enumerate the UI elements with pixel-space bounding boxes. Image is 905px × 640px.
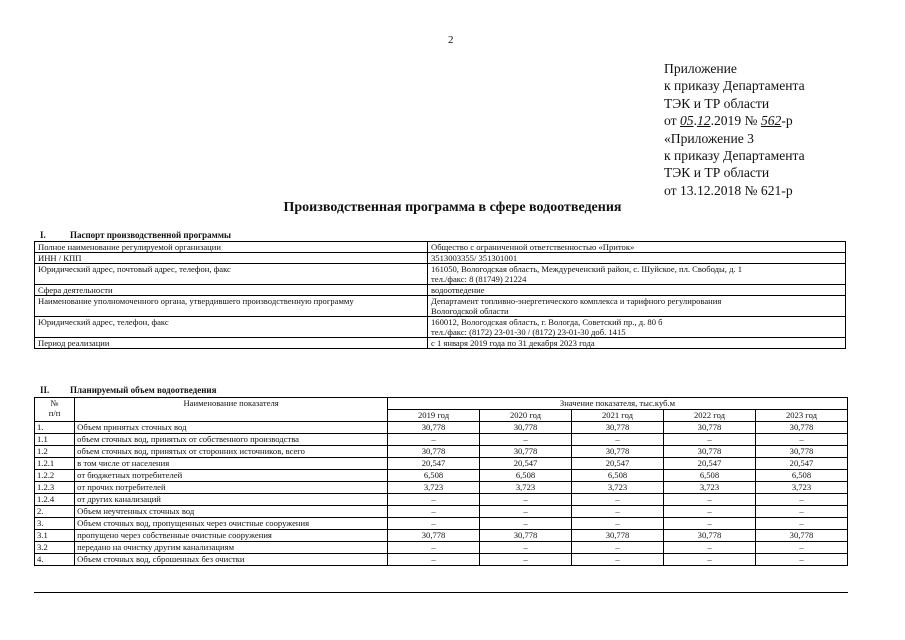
row-value: 30,778 xyxy=(755,446,847,458)
row-value: 20,547 xyxy=(755,458,847,470)
passport-value: 3513003355/ 351301001 xyxy=(428,253,846,264)
volume-row xyxy=(35,446,848,458)
row-name: объем сточных вод, принятых от собственного производства xyxy=(75,434,388,446)
passport-row xyxy=(35,253,846,264)
row-value: – xyxy=(664,494,756,506)
row-name: Объем сточных вод, пропущенных через очистные сооружения xyxy=(75,518,388,530)
row-value: – xyxy=(572,506,664,518)
row-name: от бюджетных потребителей xyxy=(75,470,388,482)
row-value: 30,778 xyxy=(664,446,756,458)
volume-row xyxy=(35,542,848,554)
row-value: 20,547 xyxy=(572,458,664,470)
row-value: – xyxy=(480,434,572,446)
row-value: – xyxy=(388,518,480,530)
appendix-line: к приказу Департамента xyxy=(664,78,805,94)
row-value: 30,778 xyxy=(480,530,572,542)
row-value: – xyxy=(755,554,847,566)
row-value: – xyxy=(388,542,480,554)
row-value: – xyxy=(572,554,664,566)
row-name: от других канализаций xyxy=(75,494,388,506)
row-value: – xyxy=(388,494,480,506)
header-year: 2020 год xyxy=(480,410,572,422)
section-heading xyxy=(40,230,231,240)
row-value: – xyxy=(480,518,572,530)
passport-row xyxy=(35,242,846,253)
row-value: 6,508 xyxy=(388,470,480,482)
row-value: – xyxy=(755,542,847,554)
row-value: 30,778 xyxy=(480,422,572,434)
appendix-line: ТЭК и ТР области xyxy=(664,165,770,181)
row-value: 20,547 xyxy=(480,458,572,470)
row-value: – xyxy=(572,494,664,506)
row-value: – xyxy=(480,542,572,554)
document-title: Производственная программа в сфере водоотведения xyxy=(283,200,622,215)
row-name: от прочих потребителей xyxy=(75,482,388,494)
passport-row xyxy=(35,285,846,296)
row-value: 30,778 xyxy=(755,422,847,434)
row-value: 3,723 xyxy=(388,482,480,494)
row-value: – xyxy=(480,494,572,506)
section-title: Планируемый объем водоотведения xyxy=(70,385,217,395)
passport-row xyxy=(35,264,846,285)
passport-label: Период реализации xyxy=(35,338,428,349)
row-value: 3,723 xyxy=(755,482,847,494)
header-name: Наименование показателя xyxy=(75,398,388,422)
volume-row xyxy=(35,482,848,494)
row-value: – xyxy=(388,506,480,518)
bottom-divider xyxy=(34,592,848,593)
row-number: 4. xyxy=(35,554,75,566)
row-value: 30,778 xyxy=(388,446,480,458)
header-values: Значение показателя, тыс.куб.м xyxy=(388,398,848,410)
row-value: – xyxy=(755,494,847,506)
appendix-line: от 13.12.2018 № 621-р xyxy=(664,182,793,198)
order-suffix: -р xyxy=(781,113,793,129)
passport-row xyxy=(35,338,846,349)
volume-row xyxy=(35,434,848,446)
passport-row xyxy=(35,317,846,338)
row-value: 30,778 xyxy=(388,422,480,434)
row-value: – xyxy=(755,506,847,518)
row-value: 3,723 xyxy=(572,482,664,494)
appendix-order-line: от 05.12.2019 № 562-р xyxy=(664,113,793,129)
row-name: Объем сточных вод, сброшенных без очистки xyxy=(75,554,388,566)
volume-row xyxy=(35,422,848,434)
passport-row xyxy=(35,296,846,317)
row-number: 1.2.3 xyxy=(35,482,75,494)
header-year: 2019 год xyxy=(388,410,480,422)
appendix-line: Приложение xyxy=(664,61,737,76)
passport-label: Юридический адрес, телефон, факс xyxy=(35,317,428,338)
row-number: 3.2 xyxy=(35,542,75,554)
row-number: 1.2.1 xyxy=(35,458,75,470)
volume-row xyxy=(35,494,848,506)
order-month: 12 xyxy=(696,113,711,129)
row-value: 3,723 xyxy=(480,482,572,494)
section-number: I. xyxy=(40,230,46,240)
header-number: № п/п xyxy=(35,398,75,422)
row-name: в том числе от населения xyxy=(75,458,388,470)
order-day: 05 xyxy=(679,113,694,129)
row-name: Объем принятых сточных вод xyxy=(75,422,388,434)
row-value: 20,547 xyxy=(664,458,756,470)
section-number: II. xyxy=(40,385,50,395)
row-value: 6,508 xyxy=(664,470,756,482)
passport-value: 160012, Вологодская область, г. Вологда, Советский пр., д. 80 б тел./факс: (8172) 23-01-30 / (8172) 23-01-30 доб. 1415 xyxy=(428,317,846,338)
row-number: 3. xyxy=(35,518,75,530)
row-name: Объем неучтенных сточных вод xyxy=(75,506,388,518)
row-value: – xyxy=(755,434,847,446)
row-value: 30,778 xyxy=(572,422,664,434)
row-value: 6,508 xyxy=(755,470,847,482)
row-value: – xyxy=(664,542,756,554)
row-number: 1. xyxy=(35,422,75,434)
passport-label: Полное наименование регулируемой организации xyxy=(35,242,428,253)
row-value: – xyxy=(572,434,664,446)
row-value: 30,778 xyxy=(664,530,756,542)
row-value: – xyxy=(664,554,756,566)
section-title: Паспорт производственной программы xyxy=(70,230,231,240)
row-number: 1.2.2 xyxy=(35,470,75,482)
row-value: – xyxy=(755,518,847,530)
volume-row xyxy=(35,506,848,518)
passport-value: Департамент топливно-энергетического комплекса и тарифного регулирования Вологодской области xyxy=(428,296,846,317)
section-heading xyxy=(40,385,216,395)
row-value: 3,723 xyxy=(664,482,756,494)
row-value: – xyxy=(572,542,664,554)
row-value: 30,778 xyxy=(572,530,664,542)
order-from: от xyxy=(664,113,677,129)
row-value: – xyxy=(664,518,756,530)
volume-row xyxy=(35,554,848,566)
page-number: 2 xyxy=(448,34,454,46)
passport-value: Общество с ограниченной ответственностью «Приток» xyxy=(428,242,846,253)
row-number: 2. xyxy=(35,506,75,518)
order-year: .2019 № xyxy=(710,113,758,129)
row-value: 30,778 xyxy=(572,446,664,458)
volume-row xyxy=(35,518,848,530)
row-name: передано на очистку другим канализациям xyxy=(75,542,388,554)
header-year: 2022 год xyxy=(664,410,756,422)
row-value: 6,508 xyxy=(572,470,664,482)
row-name: объем сточных вод, принятых от сторонних источников, всего xyxy=(75,446,388,458)
row-number: 1.2 xyxy=(35,446,75,458)
row-value: – xyxy=(664,506,756,518)
row-name: пропущено через собственные очистные сооружения xyxy=(75,530,388,542)
volume-row xyxy=(35,470,848,482)
volume-table xyxy=(34,397,848,566)
volume-row xyxy=(35,530,848,542)
row-number: 1.2.4 xyxy=(35,494,75,506)
header-year: 2023 год xyxy=(755,410,847,422)
row-value: – xyxy=(664,434,756,446)
row-value: 30,778 xyxy=(388,530,480,542)
passport-value: водоотведение xyxy=(428,285,846,296)
passport-value: 161050, Вологодская область, Междуреченский район, с. Шуйское, пл. Свободы, д. 1 тел./факс: 8 (81749) 21224 xyxy=(428,264,846,285)
row-value: 30,778 xyxy=(755,530,847,542)
row-number: 1.1 xyxy=(35,434,75,446)
passport-label: ИНН / КПП xyxy=(35,253,428,264)
row-value: 30,778 xyxy=(664,422,756,434)
row-value: 6,508 xyxy=(480,470,572,482)
passport-label: Наименование уполномоченного органа, утвердившего производственную программу xyxy=(35,296,428,317)
appendix-line: «Приложение 3 xyxy=(664,130,754,146)
appendix-line: ТЭК и ТР области xyxy=(664,95,770,111)
passport-label: Сфера деятельности xyxy=(35,285,428,296)
row-value: – xyxy=(480,554,572,566)
passport-value: с 1 января 2019 года по 31 декабря 2023 года xyxy=(428,338,846,349)
row-value: – xyxy=(480,506,572,518)
passport-label: Юридический адрес, почтовый адрес, телефон, факс xyxy=(35,264,428,285)
row-value: – xyxy=(388,554,480,566)
row-number: 3.1 xyxy=(35,530,75,542)
passport-table xyxy=(34,241,846,349)
row-value: 20,547 xyxy=(388,458,480,470)
row-value: 30,778 xyxy=(480,446,572,458)
appendix-line: к приказу Департамента xyxy=(664,148,805,164)
row-value: – xyxy=(572,518,664,530)
volume-row xyxy=(35,458,848,470)
header-year: 2021 год xyxy=(572,410,664,422)
order-number: 562 xyxy=(760,113,782,129)
row-value: – xyxy=(388,434,480,446)
appendix-block xyxy=(664,60,805,199)
